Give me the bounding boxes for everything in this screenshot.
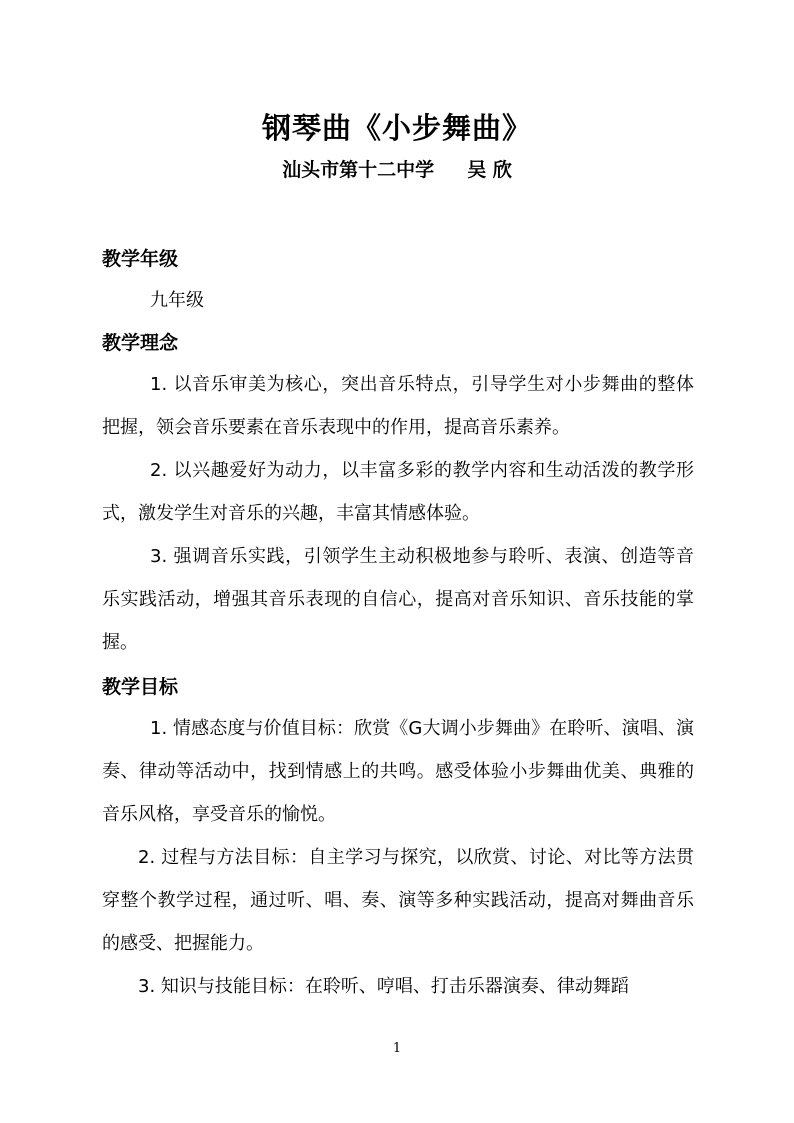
section-heading-grade: 教学年级 bbox=[102, 248, 179, 270]
author-line: 汕头市第十二中学 吴 欣 bbox=[282, 159, 512, 181]
objective-item-1: 1. 情感态度与价值目标：欣赏《G大调小步舞曲》在聆听、演唱、演奏、律动等活动中，找到情感上的共鸣。感受体验小步舞曲优美、典雅的音乐风格，享受音乐的愉悦。 bbox=[102, 718, 694, 825]
section-heading-philosophy: 教学理念 bbox=[102, 332, 179, 354]
grade-text: 九年级 bbox=[150, 290, 204, 311]
philosophy-item-2: 2. 以兴趣爱好为动力，以丰富多彩的教学内容和生动活泼的教学形式，激发学生对音乐的兴趣，丰富其情感体验。 bbox=[102, 460, 694, 524]
page-number: 1 bbox=[392, 1041, 402, 1056]
document-title: 钢琴曲《小步舞曲》 bbox=[261, 111, 532, 145]
philosophy-item-1: 1. 以音乐审美为核心，突出音乐特点，引导学生对小步舞曲的整体把握，领会音乐要素在音乐表现中的作用，提高音乐素养。 bbox=[102, 374, 694, 438]
section-heading-objectives: 教学目标 bbox=[102, 676, 179, 698]
objective-item-3: 3. 知识与技能目标：在聆听、哼唱、打击乐器演奏、律动舞蹈 bbox=[138, 976, 629, 997]
document-body bbox=[102, 236, 694, 1008]
objective-item-2: 2. 过程与方法目标：自主学习与探究，以欣赏、讨论、对比等方法贯穿整个教学过程，通过听、唱、奏、演等多种实践活动，提高对舞曲音乐的感受、把握能力。 bbox=[102, 847, 694, 954]
philosophy-item-3: 3. 强调音乐实践，引领学生主动积极地参与聆听、表演、创造等音乐实践活动，增强其音乐表现的自信心，提高对音乐知识、音乐技能的掌握。 bbox=[102, 546, 694, 653]
